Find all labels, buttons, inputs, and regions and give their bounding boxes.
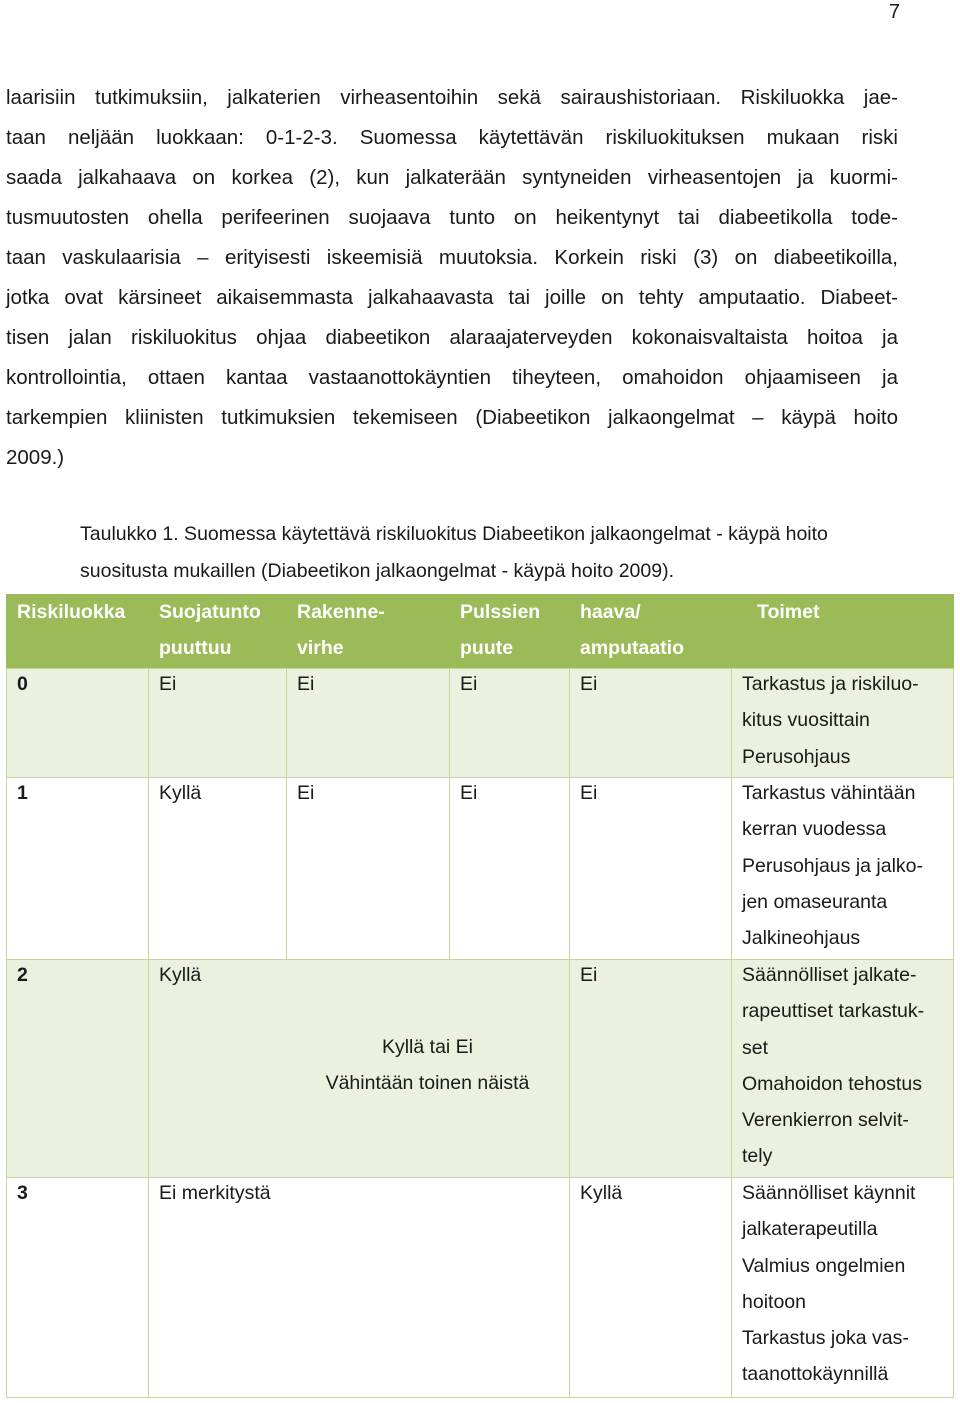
paragraph-line: jotka ovat kärsineet aikaisemmasta jalkahaavasta tai joille on tehty amputaatio. Diabeet- [6, 286, 898, 309]
pulssien-cell: Ei [460, 782, 478, 804]
header-riskiluokka: Riskiluokka [17, 601, 126, 623]
row-class-cell: 1 [17, 782, 28, 804]
rakennevirhe-cell: Ei [297, 673, 315, 695]
table-caption [80, 516, 910, 589]
header-haava-amputaatio: haava/ amputaatio [580, 601, 685, 660]
merged-condition-cell: Kyllä tai Ei Vähintään toinen näistä [325, 1036, 530, 1095]
toimet-cell: Tarkastus ja riskiluo- kitus vuosittain Perusohjaus [742, 673, 919, 768]
suojatunto-cell: Kyllä [159, 964, 202, 986]
haava-cell: Kyllä [580, 1182, 623, 1204]
paragraph-line: tarkempien kliinisten tutkimuksien tekemiseen (Diabeetikon jalkaongelmat – käypä hoito [6, 406, 898, 429]
paragraph-line: taan vaskulaarisia – erityisesti iskeemisiä muutoksia. Korkein riski (3) on diabeetikoilla, [6, 246, 898, 269]
suojatunto-cell: Kyllä [159, 782, 202, 804]
page-number: 7 [888, 1, 900, 23]
suojatunto-cell: Ei [159, 673, 177, 695]
grid-line [286, 668, 287, 959]
pulssien-cell: Ei [460, 673, 478, 695]
paragraph-line: 2009.) [6, 446, 65, 469]
paragraph-line: kontrollointia, ottaen kantaa vastaanottokäyntien tiheyteen, omahoidon ohjaamiseen ja [6, 366, 898, 389]
body-paragraph [6, 78, 898, 478]
haava-cell: Ei [580, 673, 598, 695]
toimet-cell: Säännölliset käynnit jalkaterapeutilla Valmius ongelmien hoitoon Tarkastus joka vas- taanottokäynnillä [742, 1182, 916, 1386]
haava-cell: Ei [580, 964, 598, 986]
toimet-cell: Tarkastus vähintään kerran vuodessa Perusohjaus ja jalko- jen omaseuranta Jalkineohjaus [742, 782, 924, 950]
header-pulssien-puute: Pulssien puute [460, 601, 541, 660]
caption-line: Taulukko 1. Suomessa käytettävä riskiluokitus Diabeetikon jalkaongelmat - käypä hoito [80, 523, 828, 545]
paragraph-line: taan neljään luokkaan: 0-1-2-3. Suomessa käytettävän riskiluokituksen mukaan riski [6, 126, 898, 149]
suojatunto-cell: Ei merkitystä [159, 1182, 271, 1204]
caption-line: suositusta mukaillen (Diabeetikon jalkaongelmat - käypä hoito 2009). [80, 559, 674, 582]
haava-cell: Ei [580, 782, 598, 804]
rakennevirhe-cell: Ei [297, 782, 315, 804]
toimet-cell: Säännölliset jalkate- rapeuttiset tarkastuk- set Omahoidon tehostus Verenkierron selvit- tely [742, 964, 925, 1168]
paragraph-line: saada jalkahaava on korkea (2), kun jalkaterään syntyneiden virheasentojen ja kuormi- [6, 166, 898, 189]
paragraph-line: laarisiin tutkimuksiin, jalkaterien virheasentoihin sekä sairaushistoriaan. Riskiluokka jae- [6, 86, 898, 109]
grid-line [731, 668, 732, 1398]
grid-line [6, 668, 7, 1398]
row-class-cell: 0 [17, 673, 28, 695]
risk-classification-table [6, 594, 954, 1398]
paragraph-line: tisen jalan riskiluokitus ohjaa diabeetikon alaraajaterveyden kokonaisvaltaista hoitoa ja [6, 326, 898, 349]
header-rakennevirhe: Rakenne- virhe [297, 601, 385, 660]
row-class-cell: 3 [17, 1182, 28, 1204]
grid-line [449, 668, 450, 959]
grid-line [569, 668, 570, 1398]
grid-line [953, 668, 954, 1398]
row-class-cell: 2 [17, 964, 28, 986]
paragraph-line: tusmuutosten ohella perifeerinen suojaava tunto on heikentynyt tai diabeetikolla tode- [6, 206, 898, 229]
grid-line [148, 668, 149, 1398]
header-suojatunto: Suojatunto puuttuu [159, 601, 261, 660]
header-toimet: Toimet [757, 601, 820, 623]
